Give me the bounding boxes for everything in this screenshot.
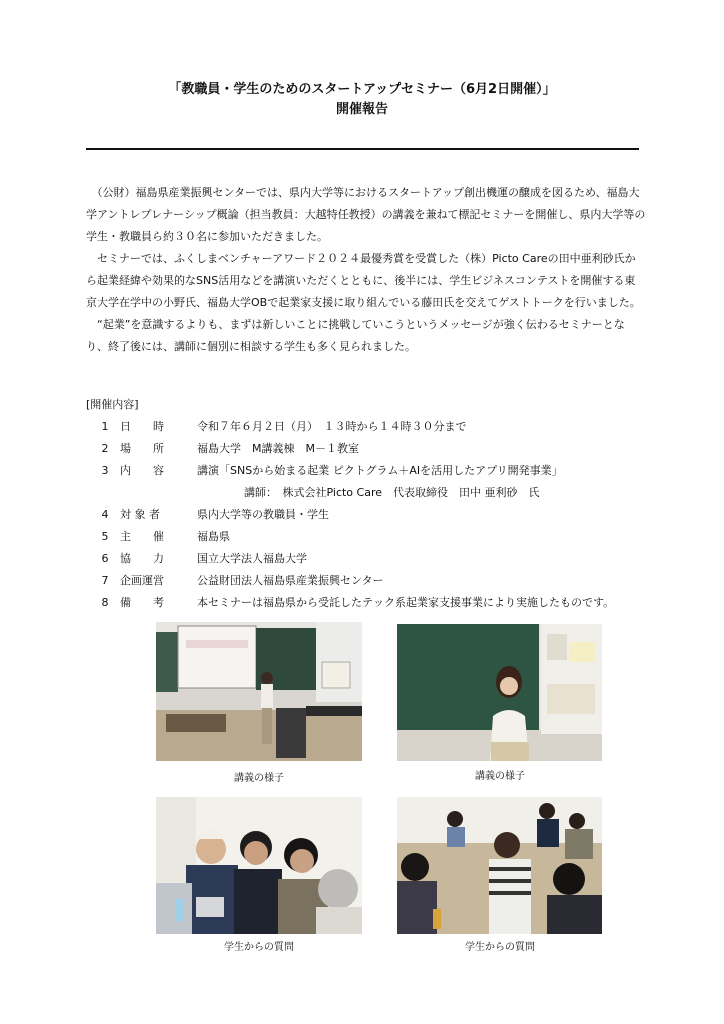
detail-number: 5 [101,530,109,543]
detail-value: 本セミナーは福島県から受託したテック系起業家支援事業により実施したものです。 [197,596,615,609]
detail-value: 県内大学等の教職員・学生 [197,508,329,521]
detail-number: 8 [101,596,109,609]
detail-number: 3 [101,464,109,477]
photo-caption-3: 学生からの質問 [224,942,294,953]
document-title [0,80,724,120]
detail-label: 企画運営 [120,574,164,587]
detail-label: 主 催 [120,530,164,543]
title-line-1: 「教職員・学生のためのスタートアップセミナー（6月2日開催）」 [168,82,556,97]
paragraph-3: “起業”を意識するよりも、まずは新しいことに挑戦していこうというメッセージが強く伝わるセミナーとなり、終了後には、講師に個別に相談する学生も多く見られました。 [86,318,625,353]
detail-label: 協 力 [120,552,164,565]
detail-number: 2 [101,442,109,455]
photo-questions-1 [156,797,362,934]
report-body [86,182,646,358]
detail-label: 場 所 [120,442,164,455]
detail-value: 福島大学 M講義棟 M－１教室 [197,442,359,455]
detail-label: 内 容 [120,464,164,477]
detail-value: 令和７年６月２日（月） １３時から１４時３０分まで [197,420,467,433]
photo-lecture-1 [156,622,362,761]
detail-value: 講演「SNSから始まる起業 ピクトグラム＋AIを活用したアプリ開発事業」 [197,464,563,477]
photo-caption-4: 学生からの質問 [465,942,535,953]
detail-number: 7 [101,574,109,587]
title-divider [86,148,639,150]
detail-label: 日 時 [120,420,164,433]
detail-label: 対 象 者 [120,508,160,521]
detail-value: 公益財団法人福島県産業振興センター [197,574,384,587]
lecturer-text: 講師： 株式会社Picto Care 代表取締役 田中 亜利砂 氏 [244,486,540,499]
photo-questions-2 [397,797,602,934]
photo-lecture-2 [397,624,602,761]
detail-number: 1 [101,420,109,433]
paragraph-1: （公財）福島県産業振興センターでは、県内大学等におけるスタートアップ創出機運の醸成を図るため、福島大学アントレプレナーシップ概論（担当教員：大越特任教授）の講義を兼ねて標記セミナーを開催し、県内大学等の学生・教職員ら約３０名に参加いただきました。 [86,186,646,243]
detail-value: 福島県 [197,530,230,543]
paragraph-2: セミナーでは、ふくしまベンチャーアワード２０２４最優秀賞を受賞した（株）Picto Careの田中亜利砂氏から起業経緯や効果的なSNS活用などを講演いただくとともに、後半には、学生ビジネスコンテストを開催する東京大学在学中の小野氏、福島大学OBで起業家支援に取り組んでいる藤田氏を交えてゲストトークを行いました。 [86,252,641,309]
title-line-2: 開催報告 [335,102,388,117]
photo-caption-2: 講義の様子 [475,771,525,782]
detail-label: 備 考 [120,596,164,609]
section-label: [開催内容] [86,398,139,411]
detail-number: 6 [101,552,109,565]
photo-caption-1: 講義の様子 [234,773,284,784]
detail-value: 国立大学法人福島大学 [197,552,307,565]
detail-number: 4 [101,508,109,521]
